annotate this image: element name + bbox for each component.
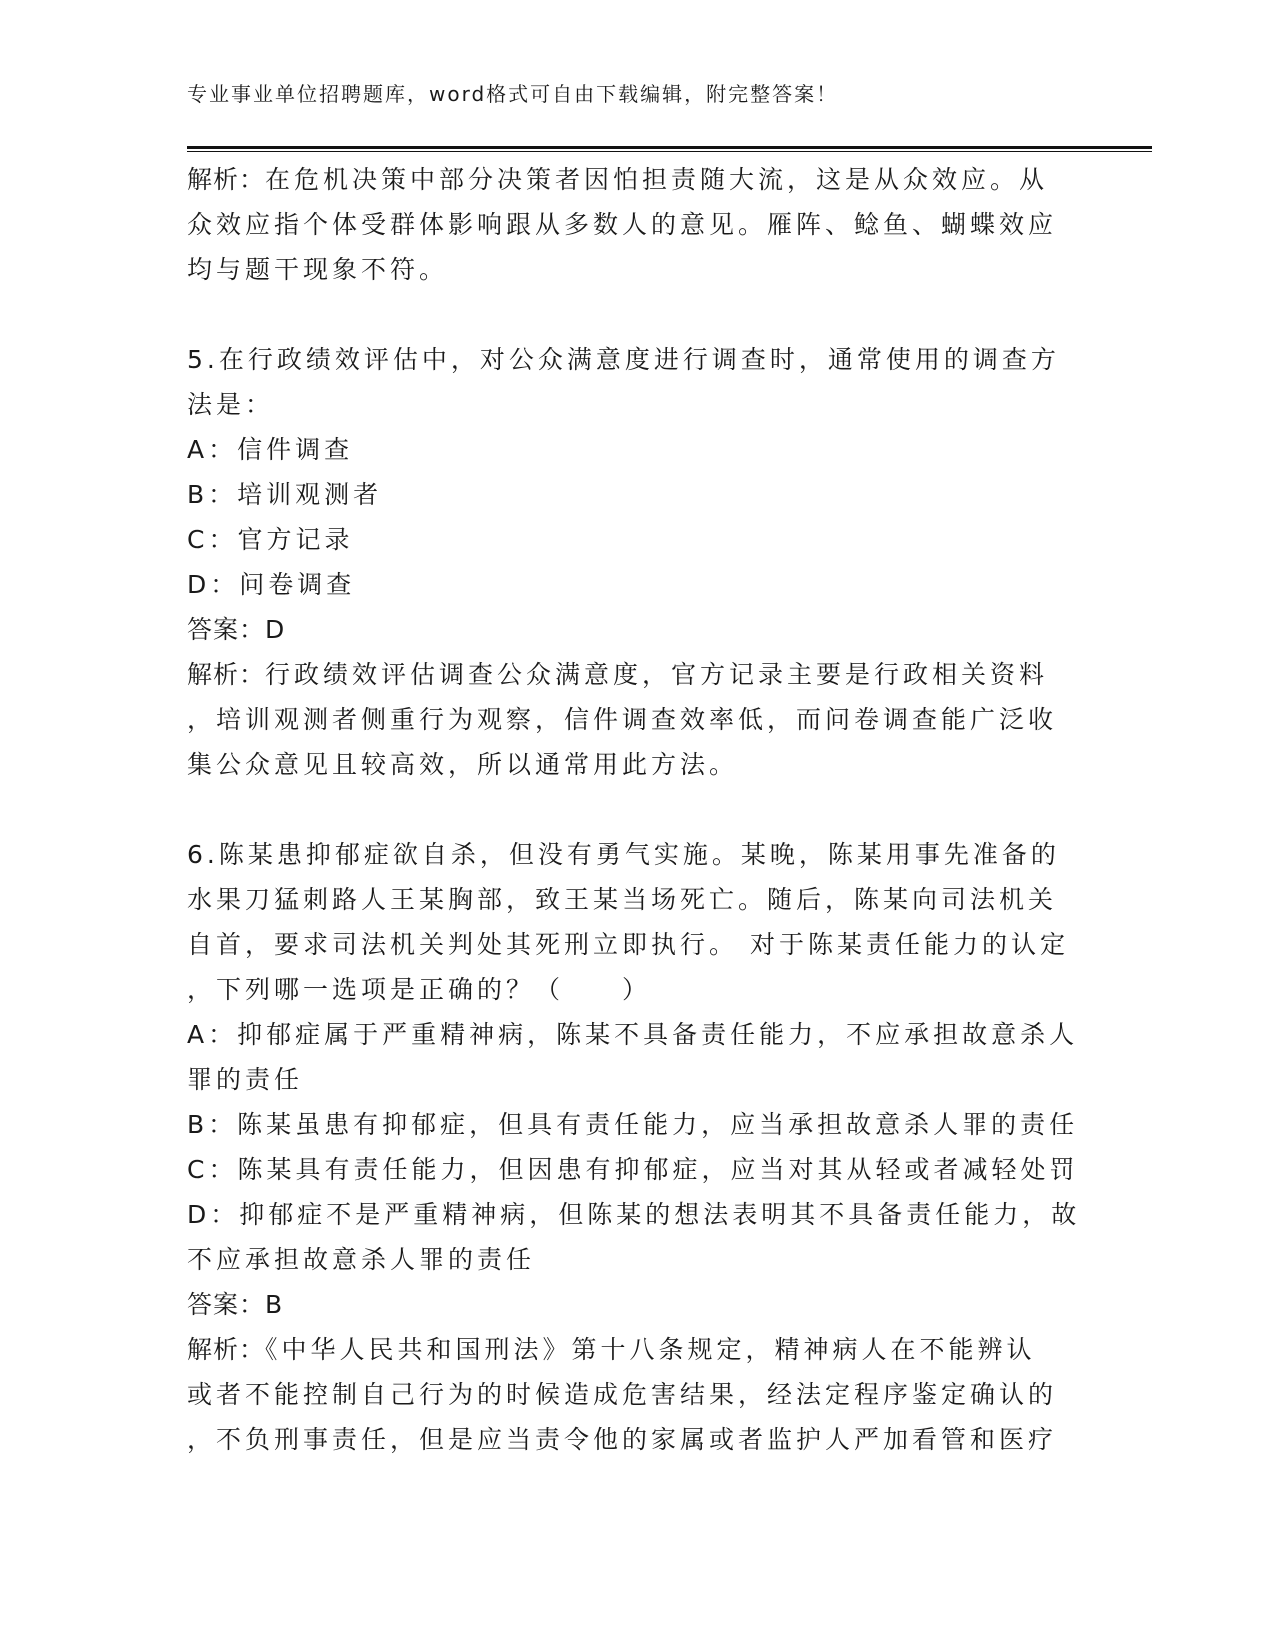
question-stem: 水果刀猛刺路人王某胸部，致王某当场死亡。随后，陈某向司法机关 — [187, 885, 1058, 914]
spacer — [187, 787, 1087, 832]
question-stem: ，下列哪一选项是正确的？（ ） — [187, 975, 652, 1004]
option-d-cont: 不应承担故意杀人罪的责任 — [187, 1245, 536, 1274]
answer-label: 答案： — [187, 1290, 266, 1319]
analysis-line: ，培训观测者侧重行为观察，信件调查效率低，而问卷调查能广泛收 — [187, 705, 1058, 734]
analysis-label: 解析： — [187, 660, 266, 689]
question-stem: 6.陈某患抑郁症欲自杀，但没有勇气实施。某晚，陈某用事先准备的 — [187, 840, 1060, 869]
option-d: D：抑郁症不是严重精神病，但陈某的想法表明其不具备责任能力，故 — [187, 1200, 1081, 1229]
question-stem: 法是： — [187, 390, 275, 419]
analysis-line: 解析：《中华人民共和国刑法》第十八条规定，精神病人在不能辨认 — [187, 1335, 1036, 1364]
analysis-line: ，不负刑事责任，但是应当责令他的家属或者监护人严加看管和医疗 — [187, 1425, 1058, 1454]
analysis-line: 众效应指个体受群体影响跟从多数人的意见。雁阵、鲶鱼、蝴蝶效应 — [187, 210, 1058, 239]
page-header: 专业事业单位招聘题库，word格式可自由下载编辑，附完整答案！ — [187, 82, 839, 106]
analysis-line: 均与题干现象不符。 — [187, 255, 449, 284]
option-a: A：抑郁症属于严重精神病，陈某不具备责任能力，不应承担故意杀人 — [187, 1020, 1079, 1049]
option-a: A：信件调查 — [187, 435, 354, 464]
question-stem: 自首，要求司法机关判处其死刑立即执行。 对于陈某责任能力的认定 — [187, 930, 1069, 959]
content-body — [187, 157, 1087, 1462]
answer-line — [187, 607, 1087, 652]
header-rule-thick — [187, 146, 1152, 149]
answer-value: B — [265, 1290, 287, 1319]
header-rule-thin — [187, 151, 1152, 152]
option-c: C：官方记录 — [187, 525, 354, 554]
question-stem: 5.在行政绩效评估中，对公众满意度进行调查时，通常使用的调查方 — [187, 345, 1060, 374]
analysis-line: 集公众意见且较高效，所以通常用此方法。 — [187, 750, 739, 779]
analysis-label: 解析： — [187, 165, 266, 194]
option-d: D：问卷调查 — [187, 570, 356, 599]
option-c: C：陈某具有责任能力，但因患有抑郁症，应当对其从轻或者减轻处罚 — [187, 1155, 1079, 1184]
analysis-label: 解析： — [187, 1335, 266, 1364]
analysis-line: 解析：在危机决策中部分决策者因怕担责随大流，这是从众效应。从 — [187, 165, 1049, 194]
answer-line — [187, 1282, 1087, 1327]
analysis-line: 或者不能控制自己行为的时候造成危害结果，经法定程序鉴定确认的 — [187, 1380, 1058, 1409]
option-a-cont: 罪的责任 — [187, 1065, 304, 1094]
analysis-line: 解析：行政绩效评估调查公众满意度，官方记录主要是行政相关资料 — [187, 660, 1049, 689]
answer-value: D — [265, 615, 289, 644]
option-b: B：陈某虽患有抑郁症，但具有责任能力，应当承担故意杀人罪的责任 — [187, 1110, 1079, 1139]
answer-label: 答案： — [187, 615, 266, 644]
option-b: B：培训观测者 — [187, 480, 383, 509]
spacer — [187, 292, 1087, 337]
